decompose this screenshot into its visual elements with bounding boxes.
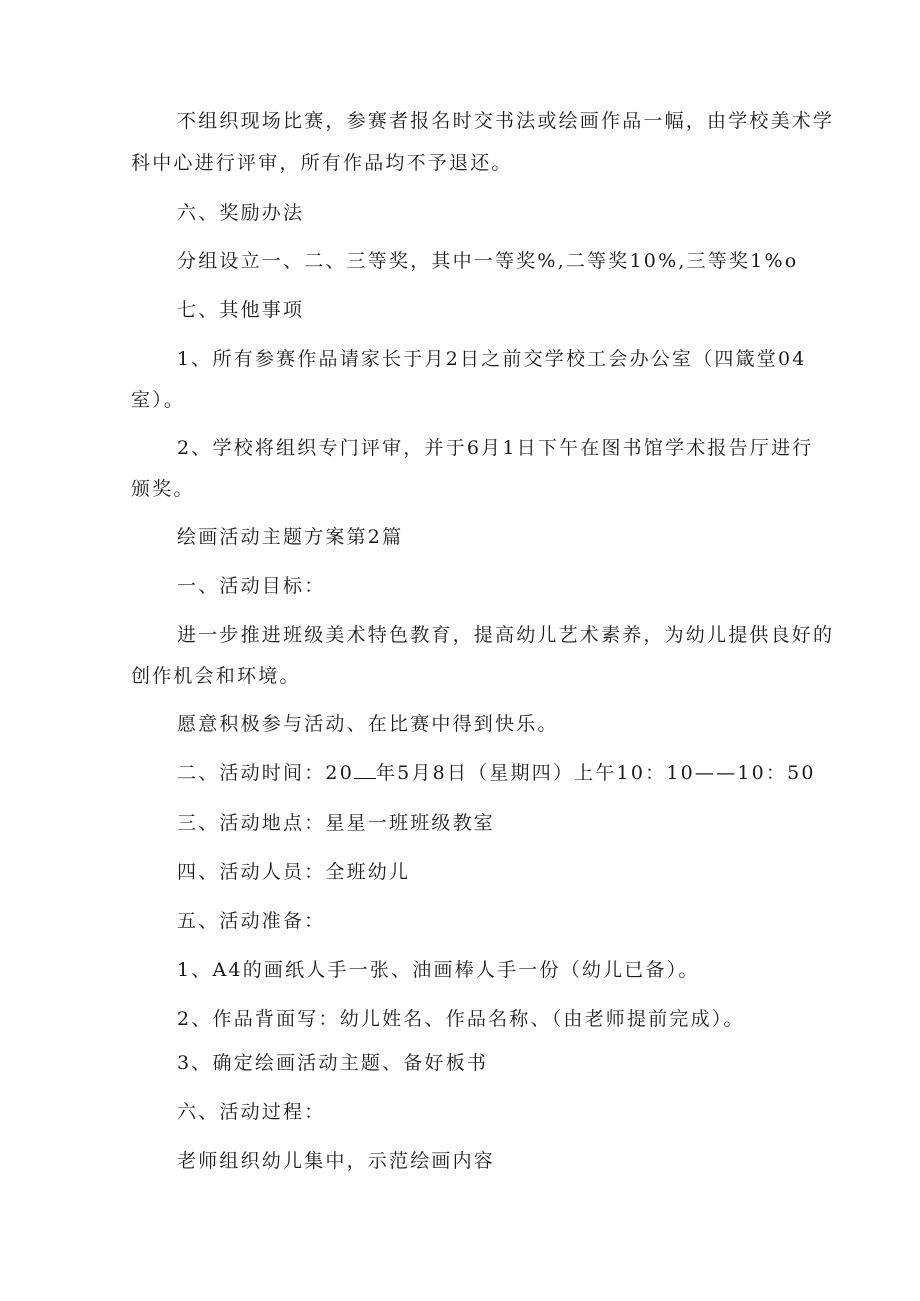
section-title: 绘画活动主题方案第2篇 — [177, 526, 404, 548]
heading-awards: 六、奖励办法 — [177, 202, 305, 224]
heading-goals: 一、活动目标： — [177, 575, 326, 597]
paragraph-review-line-1: 2、学校将组织专门评审，并于6月1日下午在图书馆学术报告厅进行 — [177, 437, 814, 459]
paragraph-awards: 分组设立一、二、三等奖，其中一等奖%,二等奖10%,三等奖1%o — [177, 250, 799, 272]
paragraph-prep-1: 1、A4的画纸人手一张、油画棒人手一份（幼儿已备）。 — [177, 959, 700, 981]
paragraph-submission-line-1: 1、所有参赛作品请家长于月2日之前交学校工会办公室（四箴堂04 — [177, 348, 807, 370]
activity-time-prefix: 二、活动时间：20 — [177, 762, 354, 784]
paragraph-rules-line-1: 不组织现场比赛，参赛者报名时交书法或绘画作品一幅，由学校美术学 — [177, 110, 835, 132]
blank-underline — [354, 762, 376, 779]
heading-preparation: 五、活动准备： — [177, 910, 326, 932]
paragraph-goal-2: 愿意积极参与活动、在比赛中得到快乐。 — [177, 713, 559, 735]
paragraph-review-line-2: 颁奖。 — [131, 478, 195, 500]
paragraph-activity-people: 四、活动人员：全班幼儿 — [177, 861, 411, 883]
paragraph-prep-2: 2、作品背面写：幼儿姓名、作品名称、（由老师提前完成）。 — [177, 1008, 745, 1030]
paragraph-rules-line-2: 科中心进行评审，所有作品均不予退还。 — [131, 152, 513, 174]
paragraph-goal-1-line-1: 进一步推进班级美术特色教育，提高幼儿艺术素养，为幼儿提供良好的 — [177, 624, 835, 646]
paragraph-activity-place: 三、活动地点：星星一班班级教室 — [177, 812, 496, 834]
heading-process: 六、活动过程： — [177, 1101, 326, 1123]
paragraph-goal-1-line-2: 创作机会和环境。 — [131, 665, 301, 687]
activity-time-suffix: 年5月8日（星期四）上午10：10——10：50 — [375, 762, 816, 784]
paragraph-activity-time — [177, 762, 816, 784]
paragraph-submission-line-2: 室）。 — [131, 389, 186, 411]
heading-other-matters: 七、其他事项 — [177, 299, 305, 321]
paragraph-prep-3: 3、确定绘画活动主题、备好板书 — [177, 1052, 489, 1074]
paragraph-process-1: 老师组织幼儿集中，示范绘画内容 — [177, 1150, 496, 1172]
